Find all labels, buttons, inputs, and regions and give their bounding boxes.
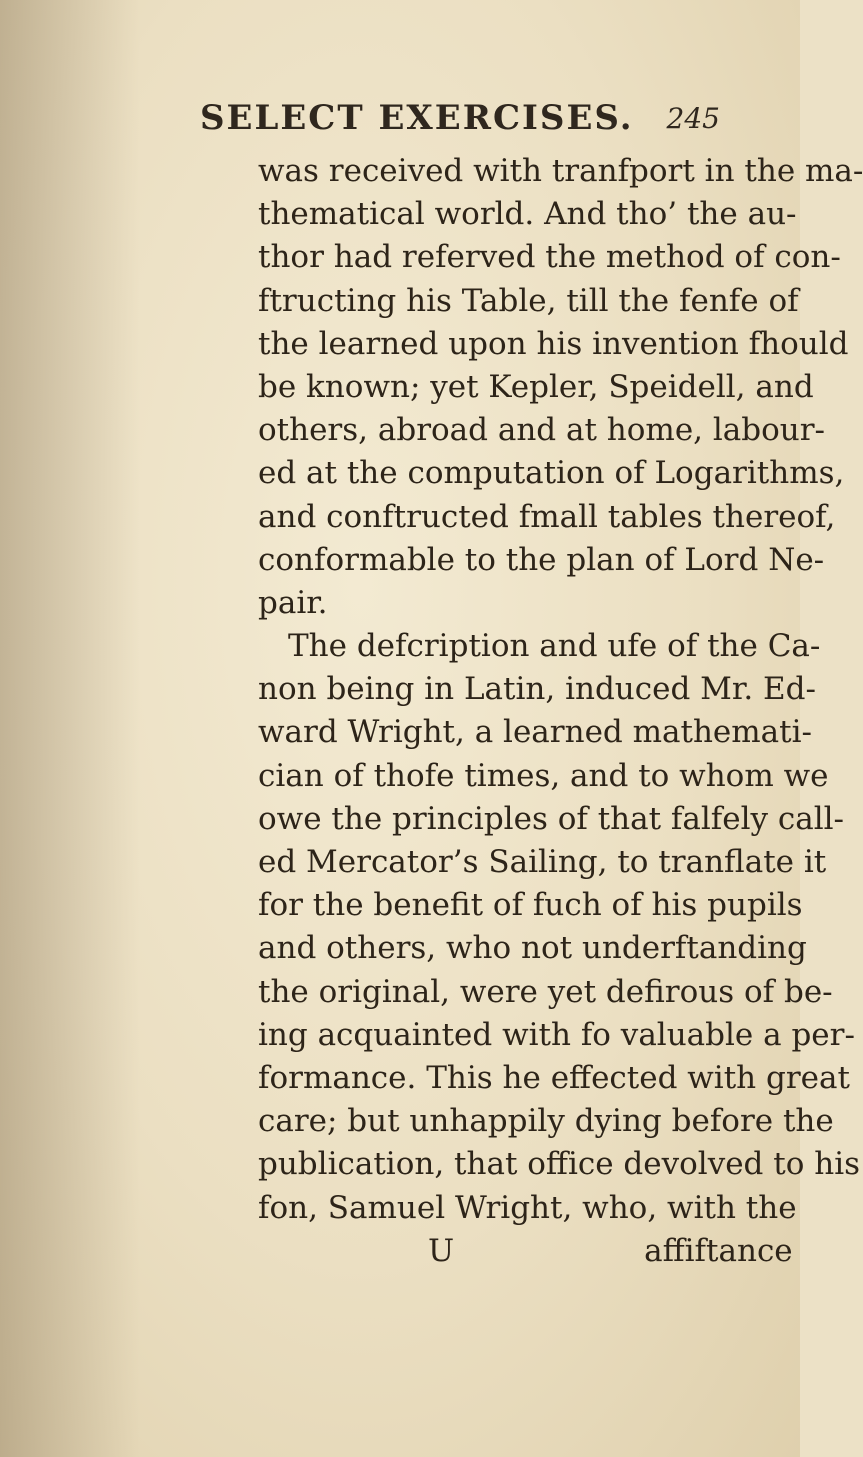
text-line: the learned upon his invention fhould [258, 325, 849, 362]
text-line: care; but unhappily dying before the [258, 1103, 834, 1140]
text-line: others, abroad and at home, labour- [258, 412, 826, 449]
text-line: was received with tranfport in the ma- [258, 153, 863, 189]
page-header [200, 98, 720, 148]
text-line: ed Mercator’s Sailing, to tranflate it [258, 844, 827, 880]
page-number: 245 [666, 102, 720, 135]
paragraph-first-line: The defcription and ufe of the Ca- [288, 628, 821, 665]
text-line: thor had referved the method of con- [258, 239, 841, 276]
text-line: conformable to the plan of Lord Ne- [258, 541, 825, 578]
body-text [258, 150, 863, 1273]
text-line: the original, were yet defirous of be- [258, 973, 833, 1010]
text-line: ed at the computation of Logarithms, [258, 455, 845, 492]
signature-mark: U [428, 1232, 455, 1269]
text-line: owe the principles of that falfely call- [258, 800, 845, 837]
text-line: ing acquainted with fo valuable a per- [258, 1016, 855, 1053]
text-line: ftructing his Table, till the fenfe of [258, 282, 799, 319]
page-gutter-shadow [0, 0, 140, 1457]
signature-line [258, 1230, 793, 1273]
text-line: be known; yet Kepler, Speidell, and [258, 368, 814, 405]
text-line: and others, who not underftanding [258, 930, 807, 967]
catchword: affiftance [644, 1232, 793, 1269]
running-title: SELECT EXERCISES. [200, 98, 634, 138]
text-line: thematical world. And tho’ the au- [258, 196, 797, 233]
text-line: cian of thofe times, and to whom we [258, 757, 829, 794]
text-line: non being in Latin, induced Mr. Ed- [258, 671, 816, 708]
text-line: pair. [258, 584, 328, 621]
text-line: formance. This he effected with great [258, 1059, 850, 1096]
text-line: and conftructed fmall tables thereof, [258, 498, 836, 535]
text-line: for the benefit of fuch of his pupils [258, 887, 803, 924]
text-line: ward Wright, a learned mathemati- [258, 714, 812, 751]
text-line: fon, Samuel Wright, who, with the [258, 1189, 797, 1226]
text-line: publication, that office devolved to his [258, 1146, 861, 1183]
